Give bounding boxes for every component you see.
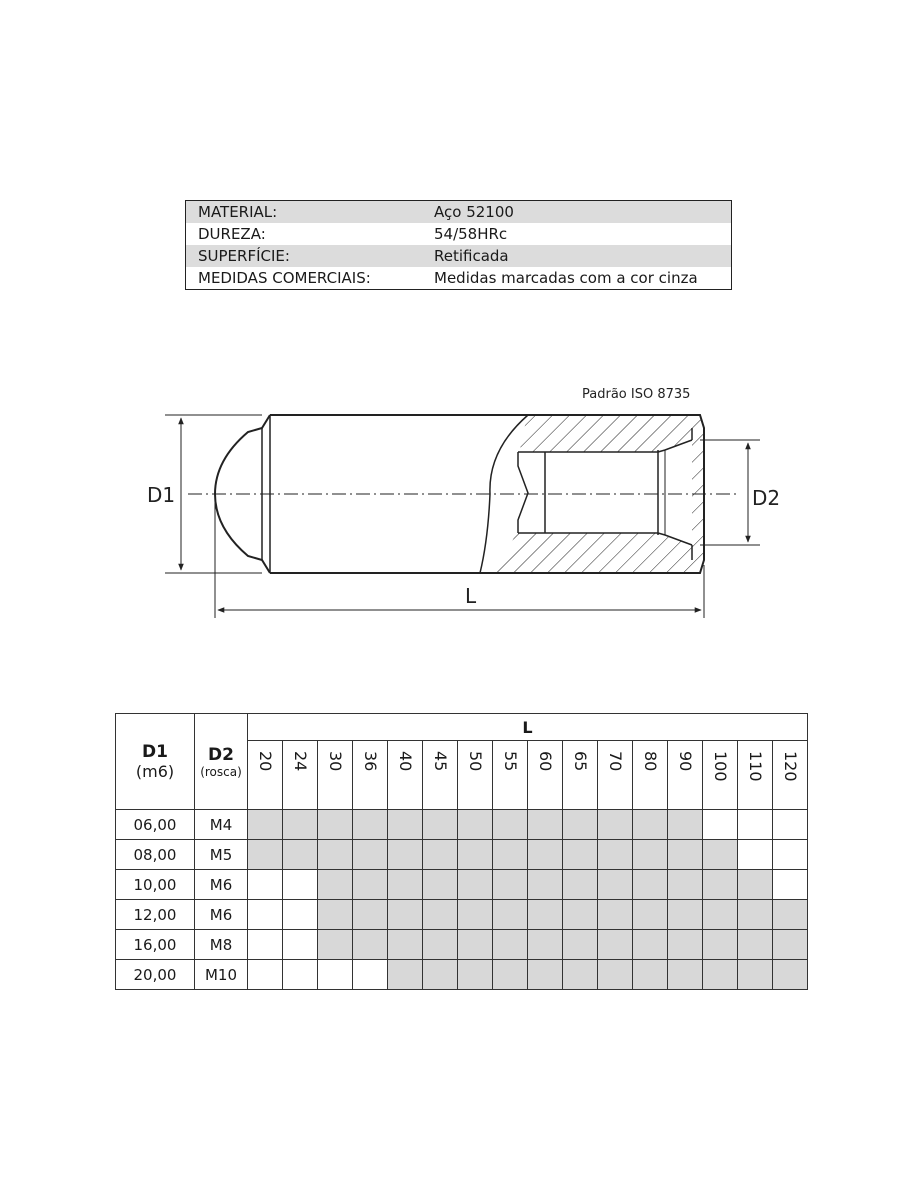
availability-cell-commercial — [423, 840, 458, 870]
availability-cell-commercial — [318, 870, 353, 900]
availability-cell-commercial — [388, 840, 423, 870]
d1-header-title: D1 — [142, 742, 168, 762]
table-row — [116, 960, 808, 990]
availability-cell-commercial — [528, 900, 563, 930]
availability-cell-commercial — [703, 900, 738, 930]
d2-cell: M4 — [195, 810, 248, 840]
table-row — [116, 810, 808, 840]
availability-cell-commercial — [353, 930, 388, 960]
availability-cell-commercial — [633, 900, 668, 930]
availability-cell-commercial — [458, 960, 493, 990]
length-header-80 — [633, 741, 668, 810]
availability-cell-commercial — [493, 810, 528, 840]
availability-cell-commercial — [528, 870, 563, 900]
availability-cell-empty — [248, 870, 283, 900]
length-value: 70 — [606, 751, 625, 772]
d2-header-title: D2 — [208, 744, 234, 765]
length-value: 20 — [256, 751, 275, 772]
availability-cell-commercial — [563, 810, 598, 840]
spec-row-superficie — [186, 245, 732, 267]
availability-cell-commercial — [318, 810, 353, 840]
availability-cell-empty — [283, 900, 318, 930]
spec-value: Aço 52100 — [398, 201, 732, 224]
availability-cell-commercial — [353, 870, 388, 900]
d2-label: D2 — [752, 486, 781, 510]
availability-cell-commercial — [773, 900, 808, 930]
availability-cell-commercial — [598, 960, 633, 990]
length-value: 80 — [641, 751, 660, 772]
d1-column-header — [116, 714, 195, 810]
availability-cell-empty — [353, 960, 388, 990]
availability-cell-commercial — [423, 810, 458, 840]
length-value: 24 — [291, 751, 310, 772]
d1-label: D1 — [147, 483, 176, 507]
availability-cell-commercial — [703, 870, 738, 900]
spec-label: DUREZA: — [198, 225, 266, 243]
availability-cell-commercial — [423, 960, 458, 990]
availability-cell-commercial — [353, 900, 388, 930]
availability-cell-commercial — [668, 810, 703, 840]
length-header-100 — [703, 741, 738, 810]
availability-cell-commercial — [633, 810, 668, 840]
availability-cell-commercial — [283, 810, 318, 840]
availability-cell-commercial — [388, 900, 423, 930]
availability-cell-empty — [773, 870, 808, 900]
availability-cell-commercial — [563, 900, 598, 930]
availability-cell-commercial — [493, 870, 528, 900]
spec-row-medidas — [186, 267, 732, 290]
table-row — [116, 870, 808, 900]
availability-cell-commercial — [738, 960, 773, 990]
d1-cell: 16,00 — [116, 930, 195, 960]
d2-cell: M6 — [195, 900, 248, 930]
d2-header-sub: (rosca) — [200, 764, 242, 779]
availability-cell-commercial — [528, 840, 563, 870]
availability-cell-commercial — [668, 900, 703, 930]
pin-technical-drawing — [0, 370, 915, 630]
availability-cell-commercial — [528, 930, 563, 960]
availability-cell-commercial — [423, 870, 458, 900]
availability-cell-commercial — [668, 960, 703, 990]
availability-cell-commercial — [318, 900, 353, 930]
length-header-65 — [563, 741, 598, 810]
availability-cell-commercial — [703, 930, 738, 960]
availability-cell-commercial — [248, 810, 283, 840]
length-header-40 — [388, 741, 423, 810]
d1-cell: 12,00 — [116, 900, 195, 930]
length-value: 36 — [361, 751, 380, 772]
availability-cell-empty — [248, 960, 283, 990]
length-value: 90 — [676, 751, 695, 772]
availability-cell-commercial — [598, 870, 633, 900]
length-value: 65 — [571, 751, 590, 772]
availability-cell-commercial — [703, 840, 738, 870]
length-value: 40 — [396, 751, 415, 772]
d1-header-sub: (m6) — [135, 762, 175, 781]
length-value: 50 — [466, 751, 485, 772]
availability-cell-commercial — [773, 960, 808, 990]
availability-cell-commercial — [738, 930, 773, 960]
availability-cell-empty — [738, 810, 773, 840]
spec-label: SUPERFÍCIE: — [186, 245, 399, 267]
l-column-header: L — [248, 714, 808, 741]
d1-cell: 08,00 — [116, 840, 195, 870]
availability-cell-commercial — [458, 840, 493, 870]
threaded-hole — [518, 440, 692, 545]
availability-cell-commercial — [528, 810, 563, 840]
length-header-110 — [738, 741, 773, 810]
availability-cell-empty — [283, 870, 318, 900]
spec-value: Medidas marcadas com a cor cinza — [434, 269, 698, 287]
spec-row-material — [186, 201, 732, 224]
availability-cell-commercial — [738, 870, 773, 900]
availability-cell-empty — [248, 900, 283, 930]
availability-cell-commercial — [598, 840, 633, 870]
spec-value: 54/58HRc — [434, 225, 508, 243]
availability-cell-commercial — [703, 960, 738, 990]
length-header-120 — [773, 741, 808, 810]
table-row — [116, 900, 808, 930]
availability-cell-commercial — [738, 900, 773, 930]
d2-cell: M5 — [195, 840, 248, 870]
availability-cell-commercial — [633, 930, 668, 960]
length-header-36 — [353, 741, 388, 810]
availability-cell-commercial — [493, 900, 528, 930]
table-row — [116, 930, 808, 960]
length-value: 120 — [781, 751, 800, 782]
d2-cell: M10 — [195, 960, 248, 990]
availability-cell-commercial — [458, 810, 493, 840]
availability-cell-commercial — [668, 870, 703, 900]
l-label: L — [465, 584, 477, 608]
availability-cell-commercial — [353, 810, 388, 840]
spec-label: MATERIAL: — [186, 201, 399, 224]
availability-cell-commercial — [388, 930, 423, 960]
d2-cell: M6 — [195, 870, 248, 900]
availability-cell-commercial — [633, 870, 668, 900]
spec-label: MEDIDAS COMERCIAIS: — [198, 269, 371, 287]
availability-cell-commercial — [633, 840, 668, 870]
length-header-90 — [668, 741, 703, 810]
spec-value: Retificada — [398, 245, 732, 267]
availability-cell-commercial — [633, 960, 668, 990]
d1-cell: 20,00 — [116, 960, 195, 990]
availability-cell-commercial — [283, 840, 318, 870]
d2-column-header — [195, 714, 248, 810]
availability-cell-empty — [318, 960, 353, 990]
availability-cell-commercial — [458, 930, 493, 960]
availability-cell-commercial — [318, 840, 353, 870]
dimensions-table — [115, 713, 808, 990]
length-header-55 — [493, 741, 528, 810]
availability-cell-commercial — [563, 960, 598, 990]
availability-cell-commercial — [598, 810, 633, 840]
availability-cell-empty — [283, 960, 318, 990]
availability-cell-commercial — [493, 840, 528, 870]
availability-cell-commercial — [388, 870, 423, 900]
length-value: 110 — [746, 751, 765, 782]
length-value: 45 — [431, 751, 450, 772]
length-header-45 — [423, 741, 458, 810]
availability-cell-commercial — [563, 930, 598, 960]
length-value: 30 — [326, 751, 345, 772]
availability-cell-commercial — [598, 900, 633, 930]
length-header-20 — [248, 741, 283, 810]
availability-cell-commercial — [668, 930, 703, 960]
availability-cell-commercial — [528, 960, 563, 990]
spec-row-dureza — [186, 223, 732, 245]
length-header-70 — [598, 741, 633, 810]
availability-cell-commercial — [353, 840, 388, 870]
d2-cell: M8 — [195, 930, 248, 960]
availability-cell-empty — [283, 930, 318, 960]
availability-cell-commercial — [318, 930, 353, 960]
standard-label: Padrão ISO 8735 — [582, 387, 691, 402]
availability-cell-empty — [773, 810, 808, 840]
availability-cell-commercial — [563, 870, 598, 900]
length-header-30 — [318, 741, 353, 810]
length-value: 55 — [501, 751, 520, 772]
length-header-60 — [528, 741, 563, 810]
availability-cell-empty — [738, 840, 773, 870]
availability-cell-commercial — [248, 840, 283, 870]
specs-table — [185, 200, 732, 290]
length-value: 60 — [536, 751, 555, 772]
d1-cell: 10,00 — [116, 870, 195, 900]
length-header-50 — [458, 741, 493, 810]
availability-cell-commercial — [598, 930, 633, 960]
availability-cell-commercial — [563, 840, 598, 870]
availability-cell-commercial — [388, 960, 423, 990]
availability-cell-commercial — [668, 840, 703, 870]
d1-cell: 06,00 — [116, 810, 195, 840]
availability-cell-empty — [248, 930, 283, 960]
availability-cell-commercial — [423, 900, 458, 930]
availability-cell-commercial — [388, 810, 423, 840]
availability-cell-commercial — [493, 930, 528, 960]
availability-cell-commercial — [458, 900, 493, 930]
availability-cell-commercial — [773, 930, 808, 960]
length-value: 100 — [711, 751, 730, 782]
availability-cell-commercial — [458, 870, 493, 900]
availability-cell-commercial — [493, 960, 528, 990]
availability-cell-empty — [703, 810, 738, 840]
availability-cell-commercial — [423, 930, 458, 960]
availability-cell-empty — [773, 840, 808, 870]
table-row — [116, 840, 808, 870]
length-header-24 — [283, 741, 318, 810]
